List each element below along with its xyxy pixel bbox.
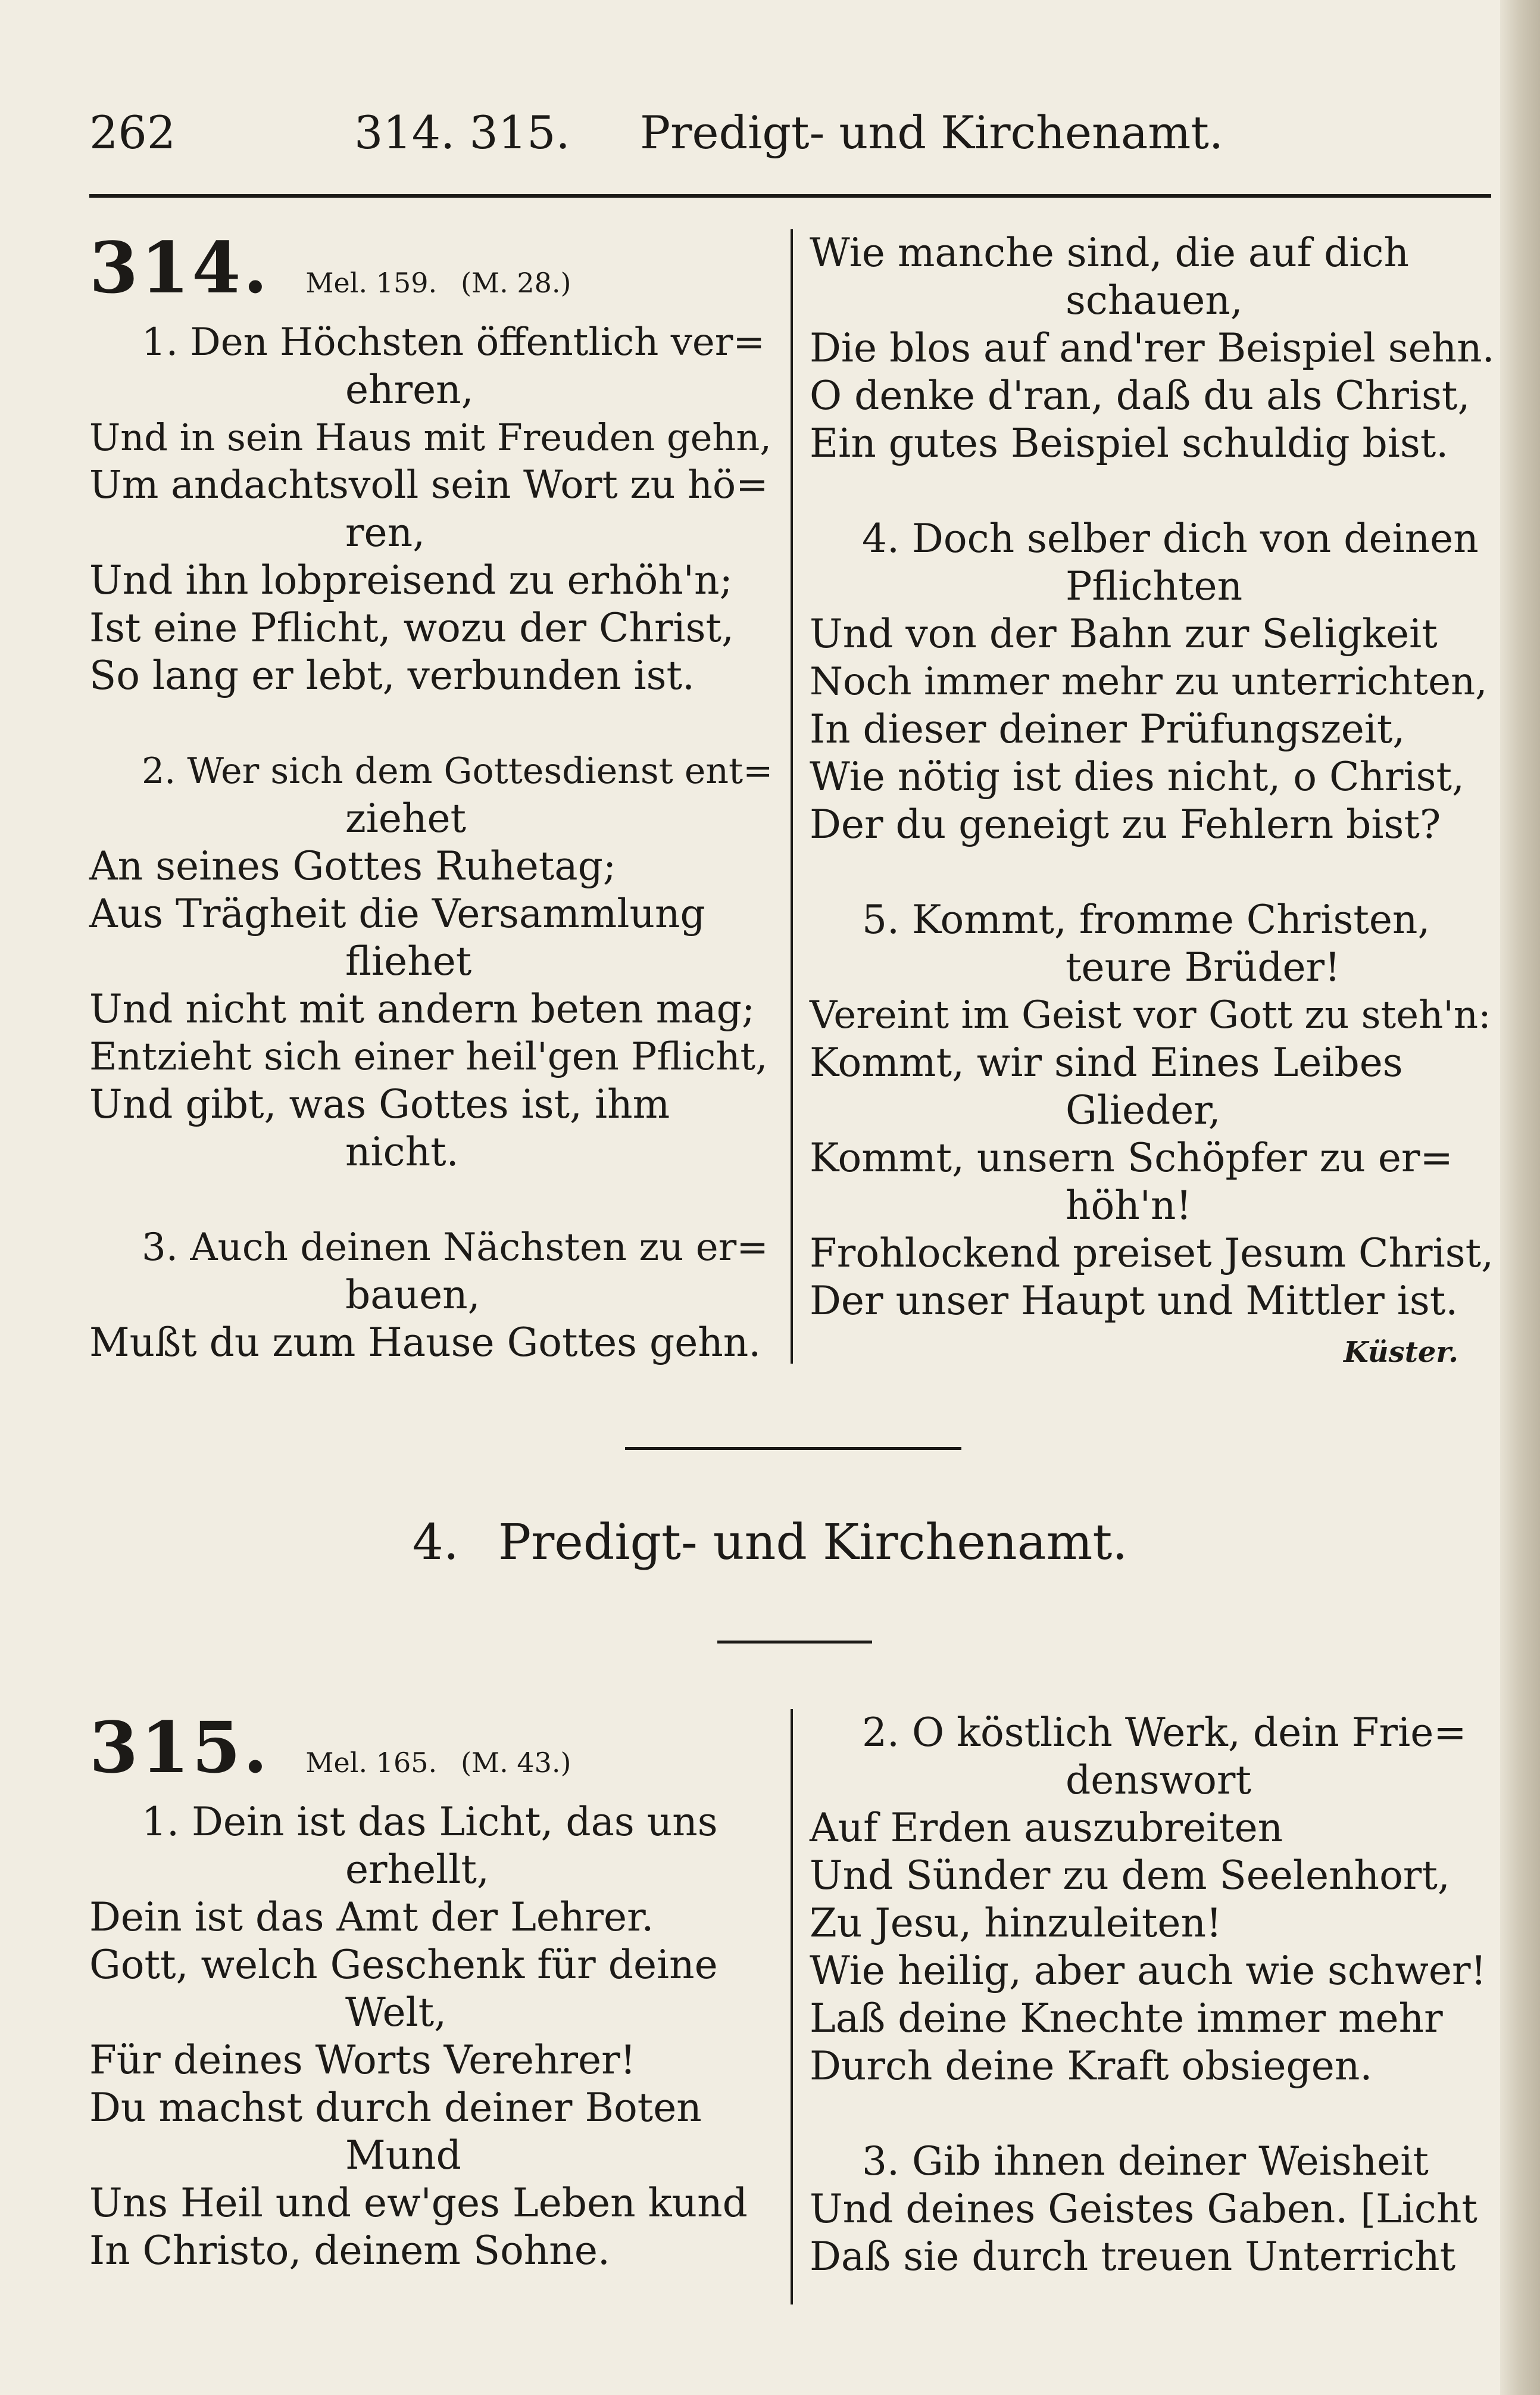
verse-line: teure Brüder! [1066,944,1341,990]
verse-line: bauen, [345,1272,480,1318]
hymn-314-verse-3 [89,1224,774,1367]
verse-line: Wie manche sind, die auf dich [810,230,1409,276]
verse-line: Der du geneigt zu Fehlern bist? [810,802,1441,847]
hymn-315-melody-ref: Mel. 165. [305,1747,438,1779]
verse-line: Uns Heil und ew'ges Leben kund [89,2180,748,2226]
verse-line: Dein ist das Amt der Lehrer. [89,1894,654,1940]
hymn-315-verse-1 [89,1798,774,2275]
verse-line: Mußt du zum Hause Gottes gehn. [89,1320,761,1365]
hymn-314-heading [89,226,774,319]
header-hymn-range: 314. 315. [354,106,570,159]
verse-line: Daß sie durch treuen Unterricht [810,2234,1456,2279]
column-divider-314 [791,229,793,1364]
verse-line: Laß deine Knechte immer mehr [810,1995,1443,2041]
verse-line: Frohlockend preiset Jesum Christ, [810,1230,1494,1276]
verse-line: 3. Gib ihnen deiner Weisheit [862,2138,1429,2184]
verse-line: In dieser deiner Prüfungszeit, [810,706,1405,752]
hymn-314-melody-alt: (M. 28.) [461,267,571,299]
verse-line: Und deines Geistes Gaben. [Licht [810,2186,1477,2232]
verse-line: denswort [1066,1757,1251,1803]
section-heading [0,1514,1540,1571]
verse-line: ehren, [345,367,474,413]
verse-line: Noch immer mehr zu unterrichten, [810,660,1488,704]
verse-line: Du machst durch deiner Boten [89,2085,702,2131]
verse-line: nicht. [345,1129,459,1175]
verse-line: Der unser Haupt und Mittler ist. [810,1278,1458,1324]
verse-line: 2. Wer sich dem Gottesdienst ent= [142,750,773,792]
verse-line: Und ihn lobpreisend zu erhöh'n; [89,557,733,603]
hymn-314-verse-2 [89,747,774,1176]
verse-line: An seines Gottes Ruhetag; [89,843,617,889]
section-number: 4. [412,1514,459,1571]
hymn-314-melody-ref: Mel. 159. [305,267,438,299]
verse-line: 1. Dein ist das Licht, das uns [142,1799,718,1845]
verse-line: 4. Doch selber dich von deinen [862,516,1479,562]
hymn-315-right-column [810,1709,1494,2281]
verse-line: höh'n! [1066,1183,1192,1228]
hymn-314-number: 314. [89,226,270,309]
verse-line: Und von der Bahn zur Seligkeit [810,611,1438,657]
verse-line: Pflichten [1066,563,1243,609]
verse-line: Durch deine Kraft obsiegen. [810,2043,1373,2089]
hymn-315-melody [305,1739,571,1786]
verse-line: Für deines Worts Verehrer! [89,2037,636,2083]
verse-line: In Christo, deinem Sohne. [89,2228,610,2274]
verse-line: 1. Den Höchsten öffentlich ver= [142,320,765,364]
verse-line: Die blos auf and'rer Beispiel sehn. [810,325,1495,371]
verse-line: O denke d'ran, daß du als Christ, [810,373,1470,419]
page-number: 262 [89,106,176,159]
verse-line: Und Sünder zu dem Seelenhort, [810,1853,1450,1898]
verse-line: Wie nötig ist dies nicht, o Christ, [810,754,1464,800]
column-divider-315 [791,1709,793,2304]
verse-line: fliehet [345,938,472,984]
verse-line: Vereint im Geist vor Gott zu steh'n: [810,993,1491,1037]
hymn-314-verse-5 [810,896,1494,1325]
section-title: Predigt- und Kirchenamt. [498,1514,1128,1571]
verse-line: So lang er lebt, verbunden ist. [89,653,695,698]
hymn-314-left-column [89,226,774,1367]
verse-line: Gott, welch Geschenk für deine [89,1942,718,1988]
verse-line: Und in sein Haus mit Freuden gehn, [89,416,772,459]
verse-line: Glieder, [1066,1087,1221,1133]
header-title: Predigt- und Kirchenamt. [640,106,1224,159]
verse-line: 3. Auch deinen Nächsten zu er= [142,1225,769,1270]
hymn-314-verse-4 [810,515,1494,849]
book-gutter [1500,0,1540,2395]
section-rule-bottom [717,1641,872,1644]
hymn-314-melody [305,259,571,307]
verse-line: Kommt, unsern Schöpfer zu er= [810,1135,1453,1181]
hymn-315-melody-alt: (M. 43.) [461,1747,571,1779]
verse-line: erhellt, [345,1847,489,1892]
verse-line: Entzieht sich einer heil'gen Pflicht, [89,1035,768,1079]
verse-line: 2. O köstlich Werk, dein Frie= [862,1710,1467,1755]
verse-line: Wie heilig, aber auch wie schwer! [810,1948,1487,1994]
hymn-314-author: Küster. [1344,1336,1458,1369]
verse-line: ren, [345,510,426,556]
verse-line: schauen, [1066,277,1243,323]
verse-line: 5. Kommt, fromme Christen, [862,897,1430,943]
header-rule [89,194,1491,198]
hymn-315-number: 315. [89,1706,270,1789]
verse-line: Ist eine Pflicht, wozu der Christ, [89,605,735,651]
verse-line: Und gibt, was Gottes ist, ihm [89,1081,670,1127]
verse-line: Auf Erden auszubreiten [810,1805,1283,1851]
hymn-314-right-column [810,229,1494,1373]
verse-line: Welt, [345,1989,447,2035]
hymn-315-verse-2 [810,1709,1494,2090]
hymn-314-verse-3-continued [810,229,1494,467]
hymn-314-verse-1 [89,319,774,700]
verse-line: Aus Trägheit die Versammlung [89,891,705,937]
verse-line: Ein gutes Beispiel schuldig bist. [810,420,1449,466]
verse-line: ziehet [345,796,467,841]
hymn-315-verse-3 [810,2138,1494,2281]
verse-line: Um andachtsvoll sein Wort zu hö= [89,463,769,507]
verse-line: Und nicht mit andern beten mag; [89,986,755,1032]
verse-line: Kommt, wir sind Eines Leibes [810,1040,1403,1086]
verse-line: Mund [345,2132,461,2178]
verse-line: Zu Jesu, hinzuleiten! [810,1900,1222,1946]
section-rule-top [625,1447,961,1450]
hymn-315-heading [89,1706,774,1798]
hymn-315-left-column [89,1706,774,2275]
